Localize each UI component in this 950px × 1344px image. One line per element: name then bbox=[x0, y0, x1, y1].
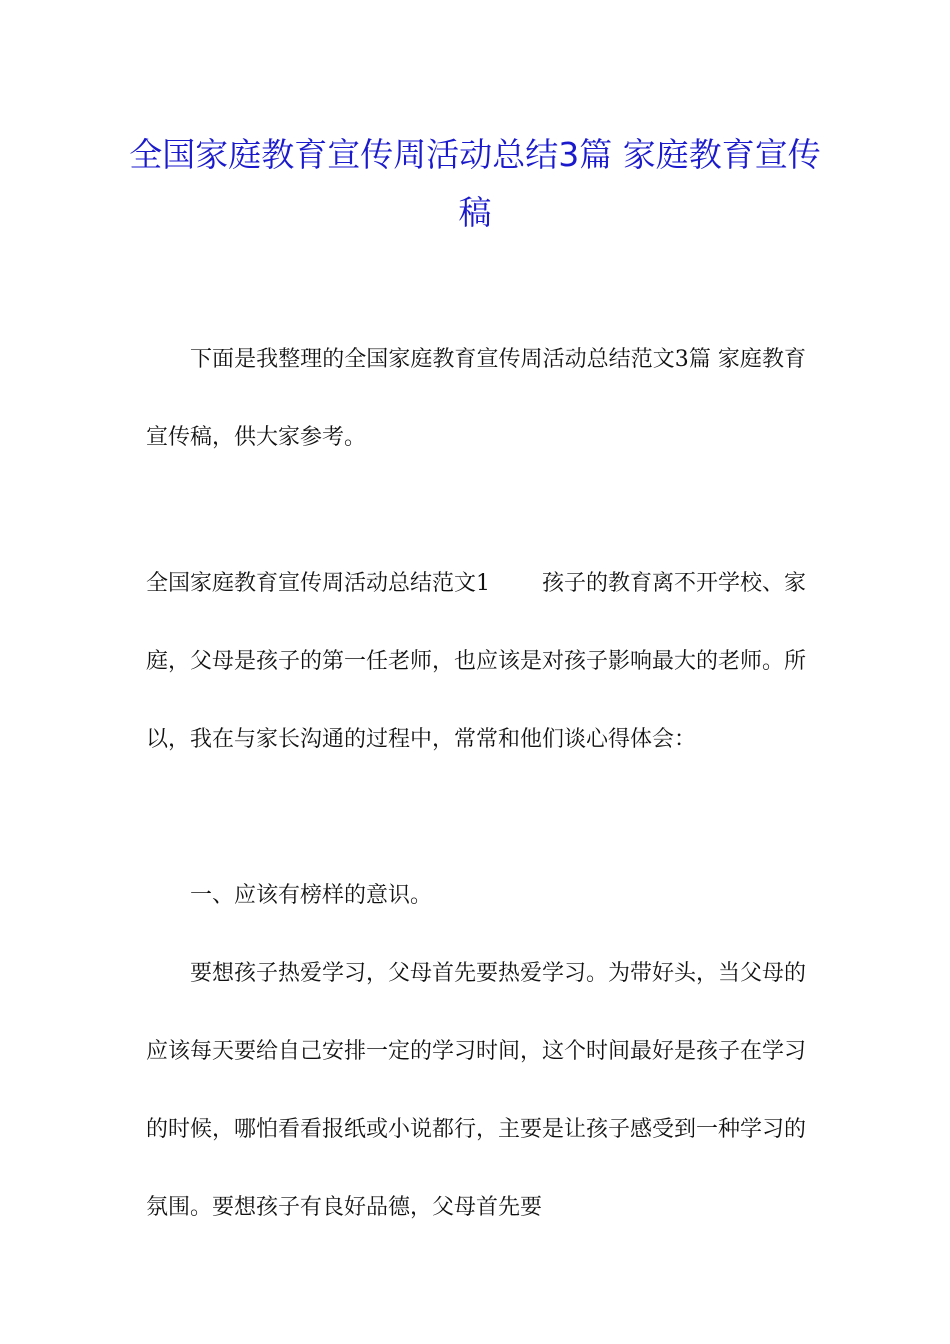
section1-body: 孩子的教育离不开学校、家庭，父母是孩子的第一任老师，也应该是对孩子影响最大的老师。所以，我在与家长沟通的过程中，常常和他们谈心得体会： bbox=[146, 571, 807, 752]
paragraph-2: 要想孩子热爱学习，父母首先要热爱学习。为带好头，当父母的应该每天要给自己安排一定的学习时间，这个时间最好是孩子在学习的时候，哪怕看看报纸或小说都行，主要是让孩子感受到一种学习的氛围。要想孩子有良好品德，父母首先要 bbox=[146, 961, 807, 1220]
section1-heading: 全国家庭教育宣传周活动总结范文1 bbox=[146, 571, 490, 596]
section1-paragraph bbox=[146, 545, 806, 779]
point1-heading: 一、应该有榜样的意识。 bbox=[190, 883, 433, 908]
intro-paragraph: 下面是我整理的全国家庭教育宣传周活动总结范文3篇 家庭教育宣传稿，供大家参考。 bbox=[146, 347, 806, 450]
document-title: 全国家庭教育宣传周活动总结3篇 家庭教育宣传稿 bbox=[129, 135, 821, 232]
